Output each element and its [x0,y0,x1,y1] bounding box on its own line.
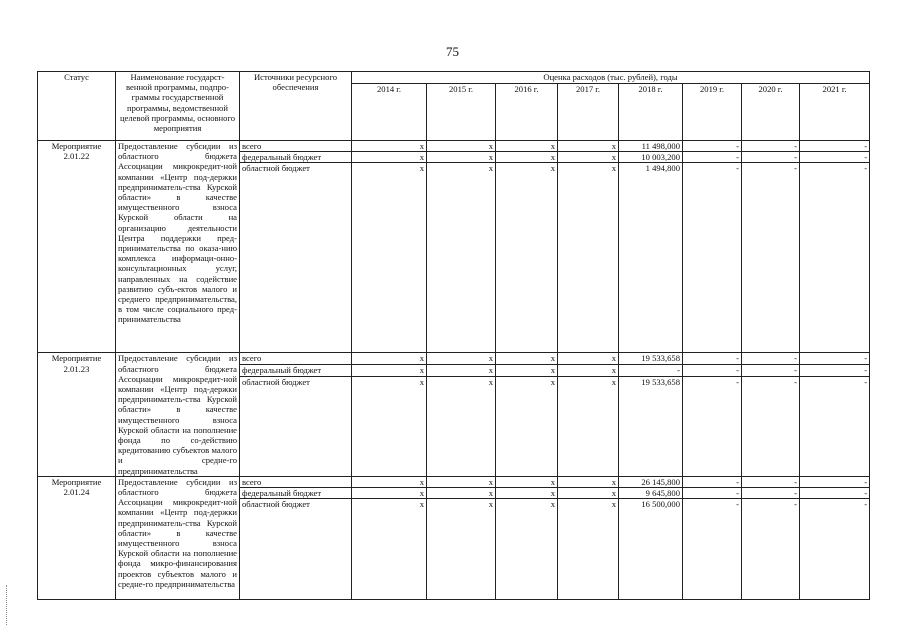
header-year: 2015 г. [427,84,496,141]
value-cell: - [683,163,742,353]
value-cell: x [352,476,427,487]
value-cell: - [742,163,800,353]
header-year: 2017 г. [558,84,619,141]
funding-source: областной бюджет [240,499,352,600]
value-cell: - [800,141,870,152]
value-cell: - [800,163,870,353]
value-cell: - [800,499,870,600]
value-cell: - [742,141,800,152]
value-cell: - [742,488,800,499]
value-cell: x [352,353,427,365]
header-sources: Источники ресурсного обеспечения [240,72,352,141]
funding-source: всего [240,353,352,365]
value-cell: x [427,376,496,476]
value-cell: 26 145,800 [619,476,683,487]
funding-source: областной бюджет [240,163,352,353]
value-cell: - [742,499,800,600]
activities-body [38,141,870,600]
activity-description: Предоставление субсидии из областного бюджета Ассоциации микрокредит-ной компании «Центр под-держки предприниматель-ства Курской области» в качестве имущественного взноса Курской области на организацию деятельности Центра поддержки пред-принимательства по оказа-нию комплекса информаци-онно-консультационных услуг, направленных на содействие развитию субъ-ектов малого и среднего предпринимательства, в том числе социального пред-принимательства [116,141,240,353]
value-cell: 19 533,658 [619,353,683,365]
value-cell: - [800,152,870,163]
value-cell: - [683,476,742,487]
value-cell: x [558,365,619,377]
header-year: 2016 г. [496,84,558,141]
value-cell: x [352,499,427,600]
value-cell: - [683,152,742,163]
value-cell: - [742,152,800,163]
header-row [38,72,870,84]
value-cell: x [558,376,619,476]
value-cell: - [742,376,800,476]
funding-source: всего [240,476,352,487]
header-status: Статус [38,72,116,141]
value-cell: x [496,152,558,163]
value-cell: x [427,163,496,353]
header-year: 2021 г. [800,84,870,141]
header-year: 2020 г. [742,84,800,141]
value-cell: 1 494,800 [619,163,683,353]
value-cell: - [742,365,800,377]
value-cell: - [800,376,870,476]
header-estimate: Оценка расходов (тыс. рублей), годы [352,72,870,84]
value-cell: x [496,163,558,353]
header-year: 2019 г. [683,84,742,141]
funding-source: федеральный бюджет [240,365,352,377]
value-cell: x [496,376,558,476]
value-cell: x [352,141,427,152]
value-cell: - [683,365,742,377]
table-row [38,353,870,365]
page-number: 75 [446,44,459,59]
value-cell: - [800,353,870,365]
value-cell: 9 645,800 [619,488,683,499]
value-cell: x [558,499,619,600]
value-cell: - [800,365,870,377]
funding-source: всего [240,141,352,152]
value-cell: 16 500,000 [619,499,683,600]
value-cell: x [496,353,558,365]
value-cell: x [352,376,427,476]
value-cell: - [683,141,742,152]
value-cell: - [800,476,870,487]
activity-status: Мероприятие 2.01.23 [38,353,116,476]
value-cell: 19 533,658 [619,376,683,476]
value-cell: x [427,353,496,365]
value-cell: - [742,353,800,365]
value-cell: 11 498,000 [619,141,683,152]
funding-source: областной бюджет [240,376,352,476]
value-cell: x [558,163,619,353]
value-cell: - [683,353,742,365]
value-cell: x [558,141,619,152]
value-cell: - [800,488,870,499]
value-cell: x [352,365,427,377]
margin-mark [6,585,8,625]
value-cell: x [427,476,496,487]
value-cell: 10 003,200 [619,152,683,163]
value-cell: x [427,488,496,499]
value-cell: - [742,476,800,487]
value-cell: x [352,488,427,499]
value-cell: x [427,365,496,377]
table-row [38,476,870,487]
value-cell: x [496,365,558,377]
value-cell: x [496,488,558,499]
value-cell: x [427,152,496,163]
budget-table [37,71,870,600]
value-cell: x [427,499,496,600]
value-cell: x [558,476,619,487]
value-cell: x [427,141,496,152]
value-cell: x [352,152,427,163]
table-row [38,141,870,152]
value-cell: - [683,499,742,600]
value-cell: x [352,163,427,353]
value-cell: x [558,152,619,163]
value-cell: - [683,376,742,476]
activity-description: Предоставление субсидии из областного бюджета Ассоциации микрокредит-ной компании «Центр под-держки предприниматель-ства Курской области» в качестве имущественного взноса Курской области на пополнение фонда микро-финансирования проектов субъектов малого и средне-го предпринимательства [116,476,240,599]
activity-status: Мероприятие 2.01.24 [38,476,116,599]
value-cell: - [683,488,742,499]
value-cell: x [496,499,558,600]
value-cell: x [496,476,558,487]
activity-status: Мероприятие 2.01.22 [38,141,116,353]
header-year: 2018 г. [619,84,683,141]
value-cell: x [558,488,619,499]
value-cell: x [496,141,558,152]
activity-description: Предоставление субсидии из областного бюджета Ассоциации микрокредит-ной компании «Центр под-держки предприниматель-ства Курской области» в качестве имущественного взноса Курской области на пополнение фонда по со-действию кредитованию субъектов малого и средне-го предпринимательства [116,353,240,476]
header-program-name: Наименование государст-венной программы, подпро-граммы государственной программы, ведомственной целевой программы, основного мероприятия [116,72,240,141]
value-cell: x [558,353,619,365]
funding-source: федеральный бюджет [240,152,352,163]
value-cell: - [619,365,683,377]
funding-source: федеральный бюджет [240,488,352,499]
header-year: 2014 г. [352,84,427,141]
